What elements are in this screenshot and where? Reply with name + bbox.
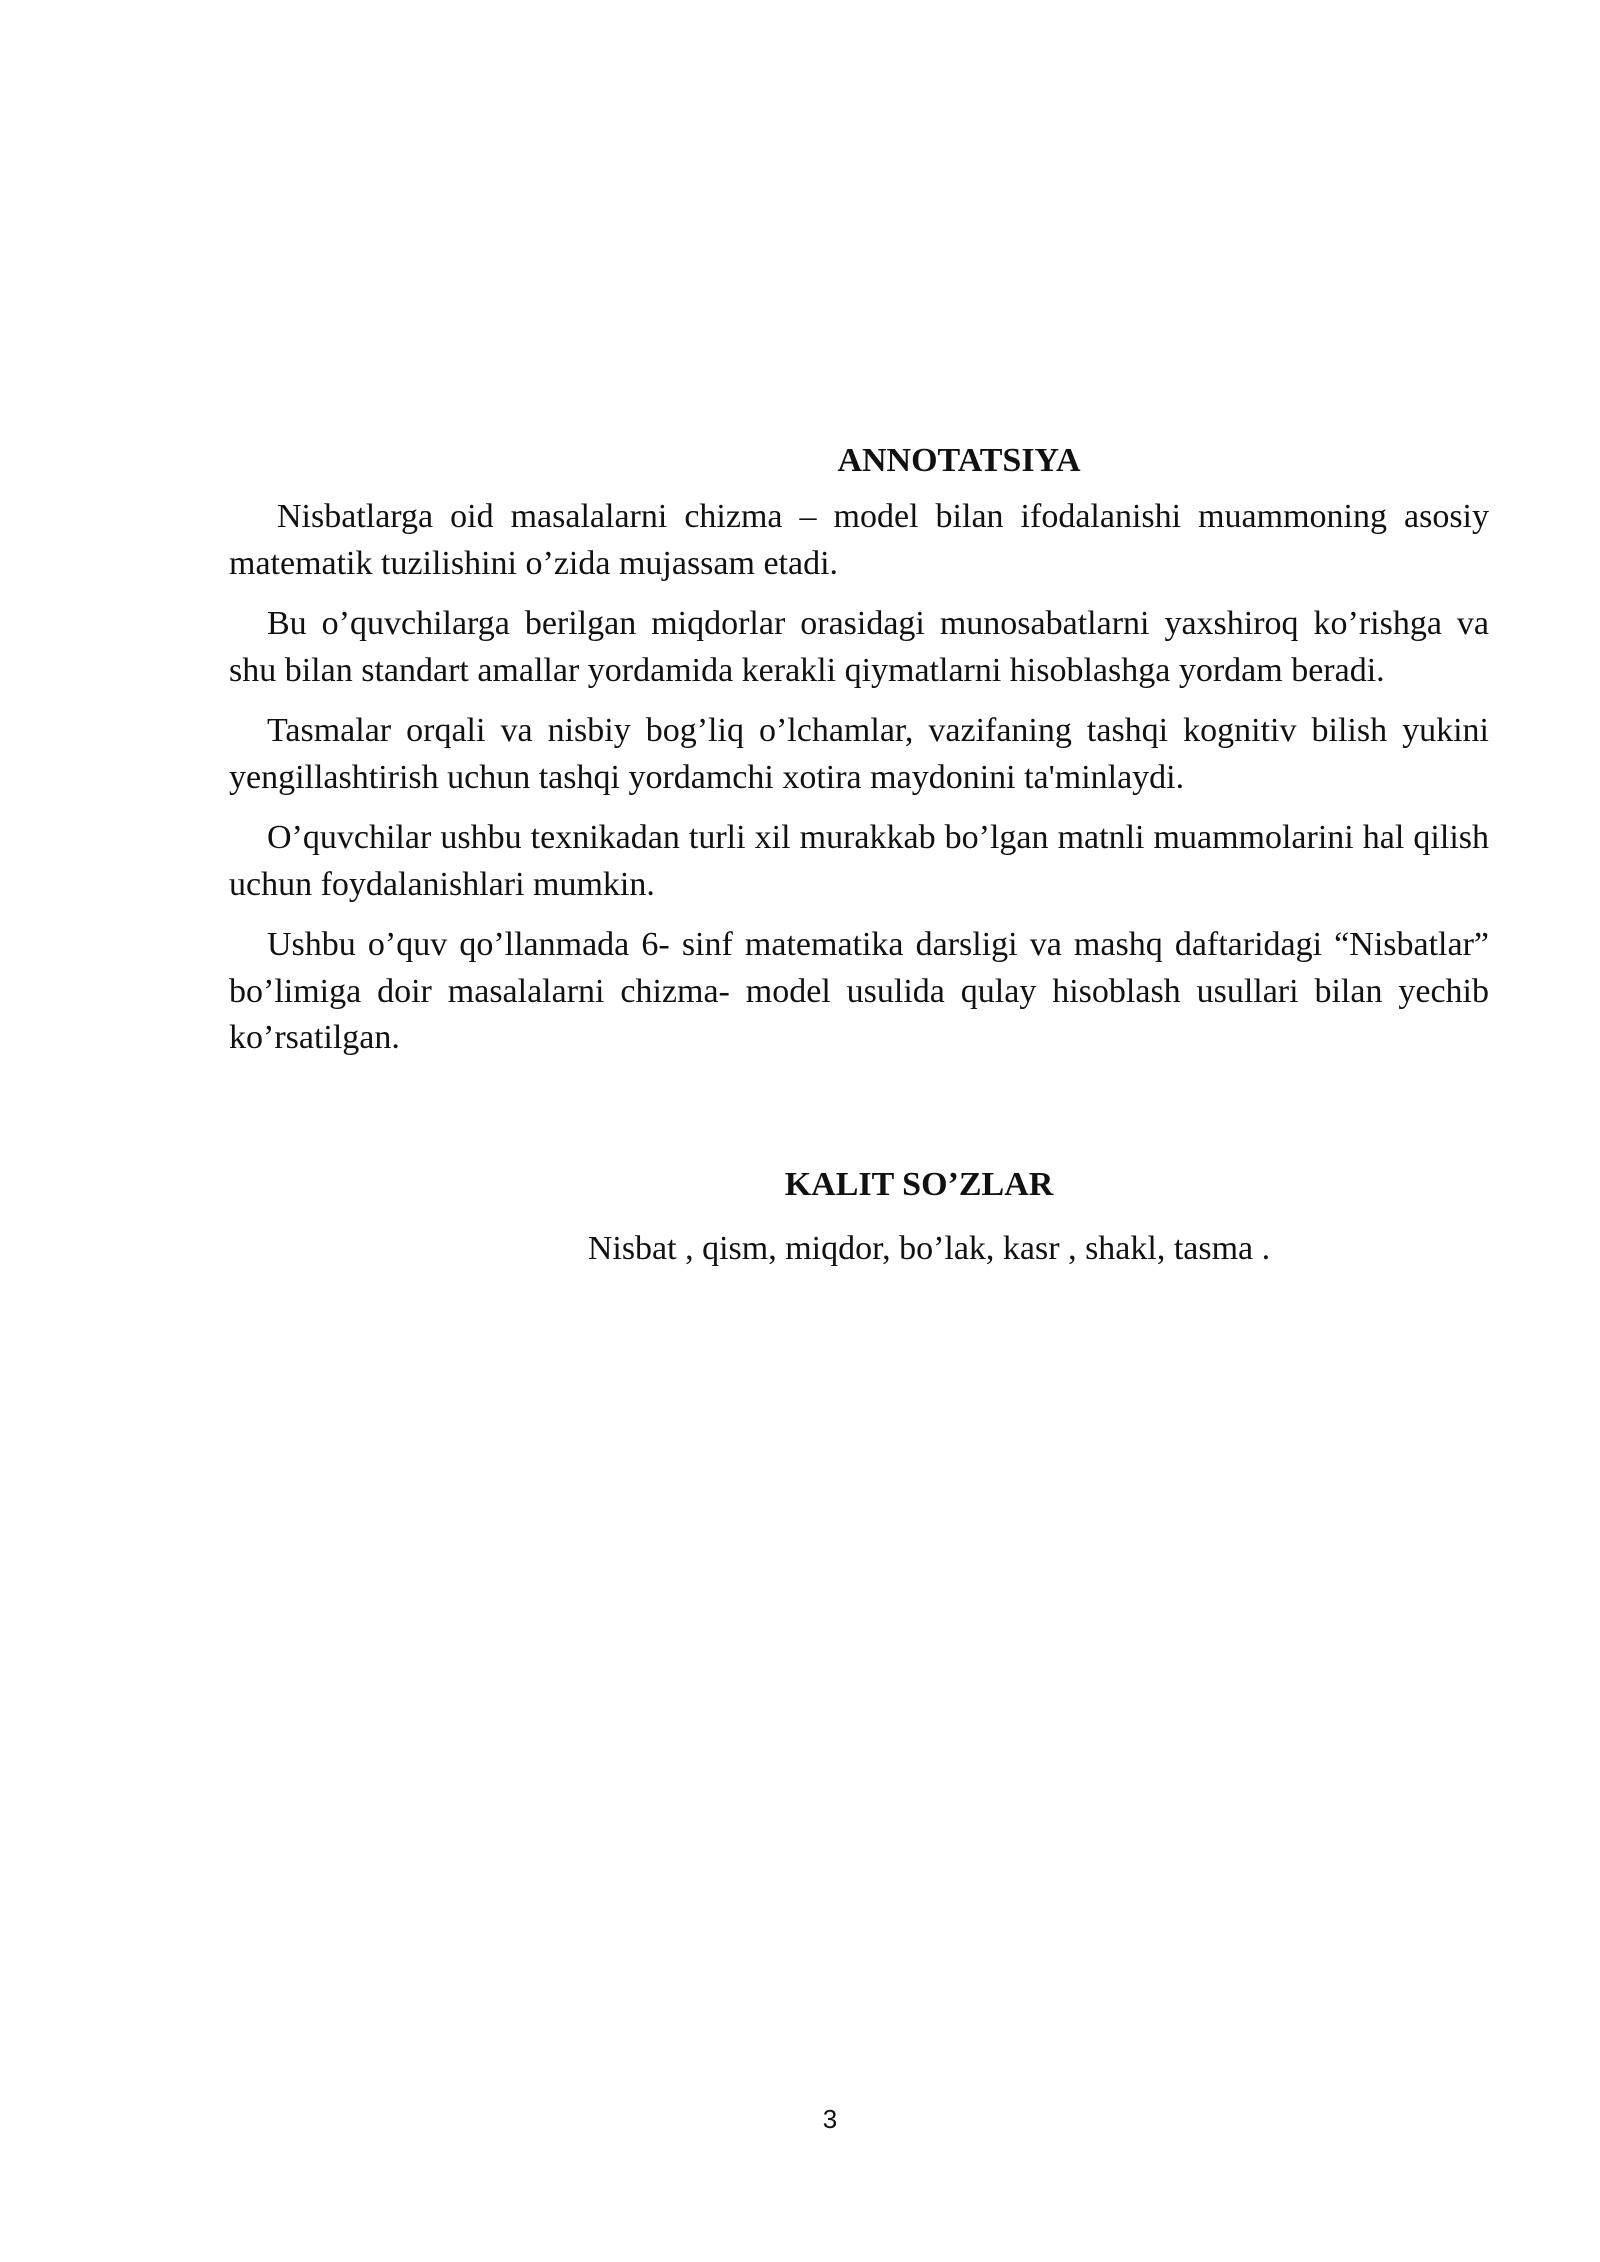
keywords-list: Nisbat , qism, miqdor, bo’lak, kasr , shakl, tasma .	[587, 1229, 1271, 1267]
annotation-paragraph-2: Bu o’quvchilarga berilgan miqdorlar orasidagi munosabatlarni yaxshiroq ko’rishga va shu bilan standart amallar yordamida kerakli qiymatlarni hisoblashga yordam beradi.	[229, 605, 1489, 689]
annotation-paragraph-5: Ushbu o’quv qo’llanmada 6- sinf matematika darsligi va mashq daftaridagi “Nisbatlar” bo’limiga doir masalalarni chizma- model usulida qulay hisoblash usullari bilan yechib ko’rsatilgan.	[229, 926, 1489, 1056]
annotation-paragraph-4: O’quvchilar ushbu texnikadan turli xil murakkab bo’lgan matnli muammolarini hal qilish uchun foydalanishlari mumkin.	[229, 819, 1489, 903]
annotation-heading: ANNOTATSIYA	[837, 442, 1081, 479]
page-content	[229, 438, 1489, 1272]
page-number: 3	[822, 2104, 838, 2134]
annotation-paragraph-3: Tasmalar orqali va nisbiy bog’liq o’lchamlar, vazifaning tashqi kognitiv bilish yukini yengillashtirish uchun tashqi yordamchi xotira maydonini ta'minlaydi.	[229, 712, 1489, 796]
keywords-heading: KALIT SO’ZLAR	[784, 1165, 1054, 1203]
annotation-paragraph-1: Nisbatlarga oid masalalarni chizma – model bilan ifodalanishi muammoning asosiy matematik tuzilishini o’zida mujassam etadi.	[229, 498, 1489, 582]
